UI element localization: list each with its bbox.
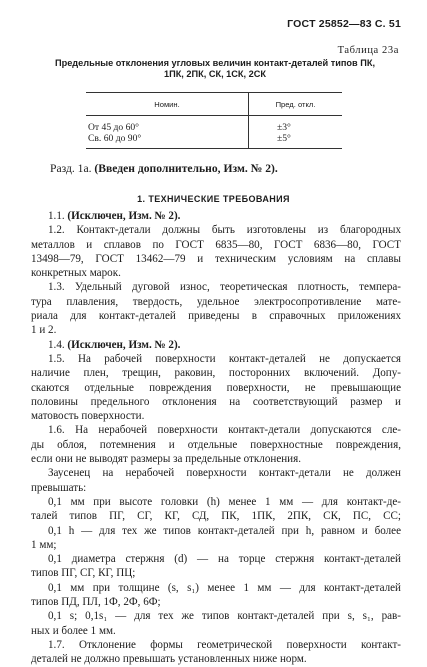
text-line bbox=[31, 238, 401, 252]
text-line bbox=[31, 338, 401, 352]
text-line bbox=[31, 538, 401, 552]
text-line bbox=[31, 652, 401, 666]
text-line-content: ды облоя, потемнения и отдельные поверхностные повреждения, bbox=[31, 438, 401, 451]
table-row bbox=[86, 116, 342, 134]
text-line-content: 1.1. bbox=[48, 210, 68, 222]
text-line bbox=[31, 309, 401, 323]
text-line bbox=[31, 295, 401, 309]
text-line-content: типов ПГ, СГ, КГ, ПЦ; bbox=[31, 567, 136, 580]
text-line bbox=[31, 595, 401, 609]
text-line-content: 13498—79, ГОСТ 13462—79 и техническим условиям на сплавы bbox=[31, 252, 401, 265]
text-line-content: риала для контакт-деталей приведены в справочных приложениях bbox=[31, 310, 401, 323]
text-line bbox=[31, 609, 401, 623]
section-title: 1. ТЕХНИЧЕСКИЕ ТРЕБОВАНИЯ bbox=[137, 194, 290, 204]
text-line-content: 1.3. Удельный дуговой износ, теоретическая плотность, темпера- bbox=[48, 281, 401, 294]
text-line bbox=[31, 581, 401, 595]
text-line bbox=[31, 452, 401, 466]
text-line bbox=[31, 566, 401, 580]
text-line bbox=[31, 409, 401, 423]
text-line-content: 0,1 мм при толщине (s, s₁) менее 1 мм — для контакт-деталей bbox=[48, 581, 401, 594]
text-line bbox=[31, 223, 401, 237]
text-line bbox=[31, 352, 401, 366]
table-caption-line: Предельные отклонения угловых величин контакт-деталей типов ПК, bbox=[54, 58, 376, 68]
text-line-content: 0,1 h — для тех же типов контакт-деталей при h, равном и более bbox=[48, 524, 401, 537]
note-bold: (Введен дополнительно, Изм. № 2). bbox=[94, 162, 278, 175]
text-line bbox=[31, 280, 401, 294]
text-line-content: металлов и сплавов по ГОСТ 6835—80, ГОСТ 6836—80, ГОСТ bbox=[31, 238, 401, 251]
text-line bbox=[31, 323, 401, 337]
text-line bbox=[31, 638, 401, 652]
text-line-content: скаются отдельные повреждения поверхности, не превышающие bbox=[31, 381, 401, 394]
table-header-row bbox=[86, 93, 342, 116]
table-caption bbox=[40, 58, 390, 80]
text-line bbox=[31, 509, 401, 523]
text-line bbox=[31, 524, 401, 538]
text-line-content: 1.2. Контакт-детали должны быть изготовлены из благородных bbox=[48, 224, 401, 237]
text-line-content: матовость поверхности. bbox=[31, 410, 145, 423]
text-line-content: деталей не должно превышать установленных ниже норм. bbox=[31, 653, 307, 666]
cell-deviation: ±3° bbox=[277, 122, 291, 133]
text-line-content: тура плавления, твердость, удельное электросопротивление мате- bbox=[31, 295, 401, 308]
column-header-nominal: Номин. bbox=[86, 93, 249, 116]
text-line-content: 1.4. bbox=[48, 338, 68, 351]
text-line-bold: (Исключен, Изм. № 2). bbox=[67, 338, 181, 351]
text-line bbox=[31, 266, 401, 280]
text-line-content: конкретных марок. bbox=[31, 267, 121, 280]
page-header: ГОСТ 25852—83 С. 51 bbox=[287, 18, 401, 30]
text-line bbox=[31, 381, 401, 395]
text-line-content: наличие плен, трещин, раковин, посторонних включений. Допу- bbox=[31, 367, 401, 380]
text-line-content: ных и более 1 мм. bbox=[31, 624, 116, 637]
text-line bbox=[31, 366, 401, 380]
text-line bbox=[31, 624, 401, 638]
text-line bbox=[31, 438, 401, 452]
text-line-content: Заусенец на нерабочей поверхности контакт-детали не должен bbox=[48, 467, 401, 480]
table-row bbox=[86, 133, 342, 149]
text-line-content: 1 и 2. bbox=[31, 324, 57, 337]
text-line-content: 0,1 мм при высоте головки (h) менее 1 мм — для контакт-де- bbox=[48, 495, 401, 508]
text-line-content: типов ПД, ПЛ, 1Ф, 2Ф, 6Ф; bbox=[31, 596, 161, 609]
deviation-table bbox=[86, 92, 342, 149]
text-line bbox=[31, 495, 401, 509]
text-line bbox=[31, 423, 401, 437]
text-line-content: 1.6. На нерабочей поверхности контакт-детали допускаются сле- bbox=[48, 424, 401, 437]
text-line-content: если они не выводят размеры за предельные отклонения. bbox=[31, 453, 301, 466]
text-line bbox=[31, 395, 401, 409]
text-line-content: 0,1 s; 0,1s₁ — для тех же типов контакт-деталей при s, s₁, рав- bbox=[48, 610, 401, 623]
text-line bbox=[31, 466, 401, 480]
text-line-content: 1 мм; bbox=[31, 538, 57, 551]
body-text bbox=[31, 209, 401, 667]
table-label: Таблица 23а bbox=[337, 45, 399, 56]
amendment-note bbox=[50, 162, 278, 175]
note-prefix: Разд. 1а. bbox=[50, 162, 92, 175]
text-line-content: 1.5. На рабочей поверхности контакт-деталей не допускается bbox=[48, 352, 401, 365]
table-caption-line: 1ПК, 2ПК, СК, 1СК, 2СК bbox=[163, 69, 266, 79]
column-header-deviation: Пред. откл. bbox=[249, 93, 343, 116]
cell-nominal: От 45 до 60° bbox=[86, 116, 249, 134]
text-line bbox=[31, 552, 401, 566]
text-line-content: 1.7. Отклонение формы геометрической поверхности контакт- bbox=[48, 638, 401, 651]
text-line bbox=[31, 252, 401, 266]
cell-deviation: ±5° bbox=[249, 133, 343, 149]
text-line-content: превышать: bbox=[31, 481, 87, 494]
text-line-content: 0,1 диаметра стержня (d) — на торце стержня контакт-деталей bbox=[48, 553, 401, 566]
text-line-content: талей типов ПГ, СГ, КГ, СД, ПК, 1ПК, 2ПК, СК, ПС, СС; bbox=[31, 510, 401, 523]
text-line-bold: (Исключен, Изм. № 2). bbox=[67, 210, 181, 222]
cell-nominal: Св. 60 до 90° bbox=[86, 133, 249, 149]
text-line-content: половины предельного отклонения на соответствующий размер и bbox=[31, 395, 401, 408]
text-line bbox=[31, 481, 401, 495]
text-line bbox=[31, 209, 401, 223]
